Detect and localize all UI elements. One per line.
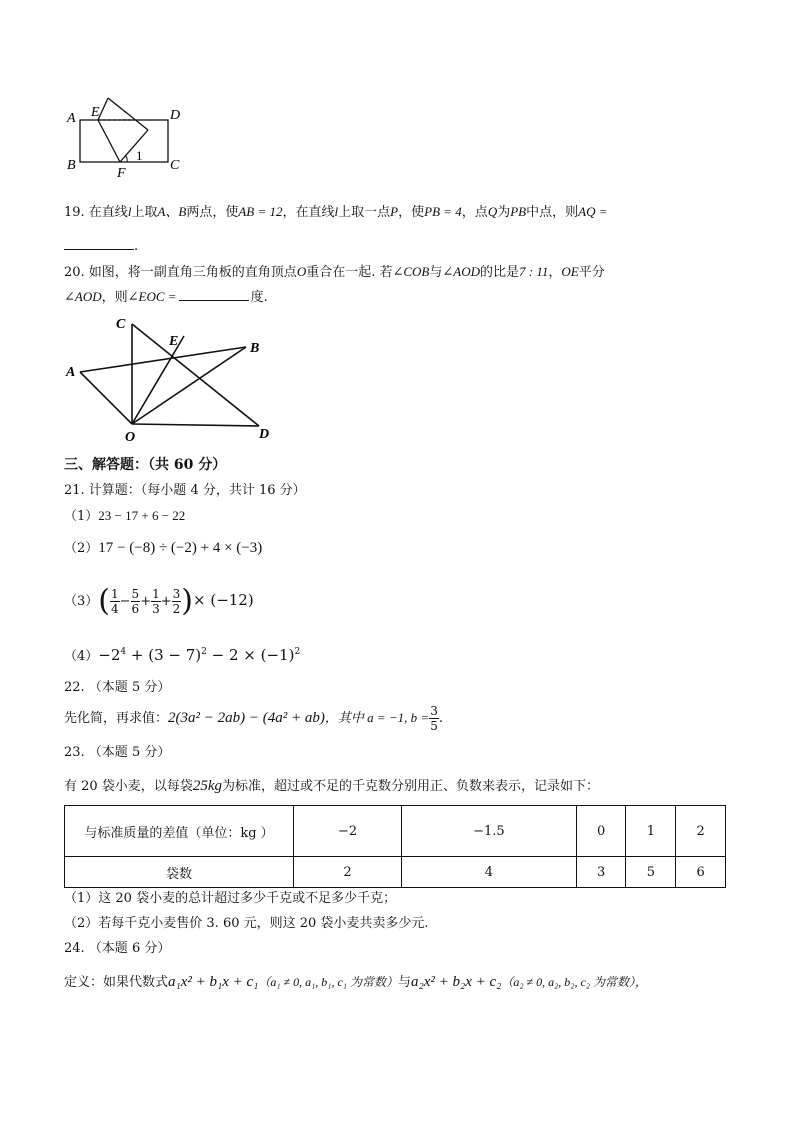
table-cell: 1 — [626, 806, 676, 857]
denominator: 5 — [430, 719, 438, 733]
q24-text: 定义：如果代数式 — [64, 975, 169, 990]
q19-line — [64, 202, 607, 223]
q19-segment-pb: PB — [510, 204, 527, 219]
q23-standard-weight: 25kg — [192, 778, 222, 794]
table-header-cell: 与标准质量的差值（单位：kg ） — [65, 806, 294, 857]
q22-title: 22. （本题 5 分） — [64, 680, 171, 695]
table-header-cell: 袋数 — [65, 857, 294, 888]
q21-expression-2: 17 − (−8) ÷ (−2) + 4 × (−3) — [98, 540, 263, 556]
q21-term: + (3 − 7) — [126, 646, 202, 664]
q21-title: 21. 计算题：（每小题 4 分，共计 16 分） — [64, 483, 306, 498]
q23-title: 23. （本题 5 分） — [64, 745, 171, 760]
q23-subquestion-1: （1）这 20 袋小麦的总计超过多少千克或不足多少千克； — [64, 891, 397, 906]
q19-text: ，使 — [398, 205, 425, 220]
fraction-1-4 — [110, 587, 120, 616]
denominator: 4 — [111, 602, 119, 616]
q20-text: 的比是 — [480, 265, 520, 280]
q19-text: 两点，使 — [186, 205, 239, 220]
q21-paren-close: ) — [181, 583, 193, 619]
q19-text: 19. 在直线 — [64, 205, 128, 220]
q20-line-2 — [64, 286, 268, 308]
q21-term: − 2 × (−1) — [206, 646, 295, 664]
q20-ratio: 7 : 11 — [519, 264, 549, 279]
q20-angle-aod: ∠AOD — [64, 289, 102, 304]
q19-condition-pb: PB = 4 — [424, 204, 462, 219]
q19-text: ，点 — [461, 205, 488, 220]
table-cell: 0 — [576, 806, 626, 857]
q21-part-1 — [64, 506, 185, 527]
q19-period: . — [134, 239, 139, 254]
fraction-3-5 — [429, 704, 439, 733]
denominator: 3 — [152, 602, 160, 616]
exponent: 4 — [120, 647, 127, 657]
q23-subquestion-2: （2）若每千克小麦售价 3. 60 元，则这 20 袋小麦共卖多少元. — [64, 916, 429, 931]
fig20-label-O: O — [125, 430, 136, 445]
table-cell: 3 — [576, 857, 626, 888]
denominator: 2 — [172, 602, 181, 616]
q20-angle-aod: ∠AOD — [442, 264, 481, 279]
figure-20-diagram — [62, 312, 282, 447]
table-row — [65, 806, 726, 857]
q21-part-4 — [64, 642, 300, 667]
q23-text: 有 20 袋小麦，以每袋 — [64, 779, 193, 794]
figure-18-diagram — [60, 95, 190, 180]
q19-point-q: Q — [487, 204, 498, 219]
q19-point-p: P — [390, 204, 399, 219]
q19-text: 中点，则 — [526, 205, 579, 220]
q20-text: 重合在一起. 若 — [306, 265, 393, 280]
q22-condition: ，其中 a = −1, b = — [324, 710, 430, 725]
q21-expression-3-tail: × (−12) — [193, 591, 254, 609]
q24-expression-2: a₂x² + b₂x + c₂ — [411, 974, 502, 990]
q20-text: 度. — [250, 290, 268, 305]
q22-body — [64, 704, 443, 733]
q20-text: 与 — [429, 265, 443, 280]
q19-points: A、B — [157, 204, 187, 219]
table-cell: 2 — [294, 857, 402, 888]
q21-part-label: （2） — [64, 541, 99, 556]
numerator: 3 — [172, 587, 181, 601]
table-row — [65, 857, 726, 888]
table-cell: −1.5 — [402, 806, 577, 857]
q20-text: ， — [548, 265, 562, 280]
q21-part-label: （1） — [64, 509, 99, 524]
q19-answer-blank[interactable] — [64, 235, 134, 250]
table-cell: −2 — [294, 806, 402, 857]
q19-text: 上取一点 — [338, 205, 391, 220]
fig18-label-B: B — [67, 158, 76, 173]
exponent: 2 — [201, 647, 207, 657]
q21-part-2 — [64, 538, 262, 559]
fraction-1-3 — [151, 587, 161, 616]
q19-condition-ab: AB = 12 — [238, 204, 283, 219]
q22-expression: 2(3a² − 2ab) − (4a² + ab) — [168, 710, 325, 726]
q23-text: 为标准，超过或不足的千克数分别用正、负数来表示，记录如下： — [221, 779, 599, 794]
fig20-label-D: D — [259, 427, 270, 442]
q20-answer-prompt: ∠EOC = — [127, 289, 177, 304]
q24-title: 24. （本题 6 分） — [64, 941, 171, 956]
numerator: 1 — [152, 587, 160, 601]
q24-condition-1: （a₁ ≠ 0, a₁, b₁, c₁ 为常数） — [258, 975, 398, 989]
operator: − — [119, 594, 131, 609]
operator: + — [160, 594, 172, 609]
section-3-heading: 三、解答题：（共 60 分） — [64, 457, 227, 473]
fig20-label-E: E — [169, 334, 179, 349]
fig18-label-A: A — [67, 111, 76, 126]
exponent: 2 — [294, 647, 301, 657]
fig18-label-E: E — [91, 105, 100, 120]
q20-text: 平分 — [578, 265, 605, 280]
q20-point-o: O — [296, 264, 307, 279]
q20-text: ，则 — [101, 290, 128, 305]
q19-answer-prompt: AQ = — [578, 204, 608, 219]
q20-angle-cob: ∠COB — [392, 264, 430, 279]
q22-text: 先化简，再求值： — [64, 711, 169, 726]
q22-period: . — [438, 711, 443, 726]
q21-expression-1: 23 − 17 + 6 − 22 — [98, 508, 186, 523]
table-cell: 5 — [626, 857, 676, 888]
q24-text: 与 — [397, 975, 411, 990]
q21-part-label: （3） — [64, 594, 99, 609]
table-cell: 2 — [676, 806, 726, 857]
q23-intro — [64, 776, 599, 797]
q21-part-3 — [64, 580, 254, 622]
q24-expression-1: a₁x² + b₁x + c₁ — [168, 974, 259, 990]
q20-text: 20. 如图，将一副直角三角板的直角顶点 — [64, 265, 297, 280]
q19-text: ，在直线 — [282, 205, 335, 220]
q19-text: 为 — [497, 205, 511, 220]
q21-paren-open: ( — [98, 583, 110, 619]
q19-line-l: l — [334, 204, 339, 219]
q20-answer-blank[interactable] — [179, 286, 249, 301]
numerator: 5 — [131, 587, 140, 601]
table-cell: 6 — [676, 857, 726, 888]
q23-data-table — [64, 805, 726, 888]
fig18-label-D: D — [170, 108, 181, 123]
fraction-3-2 — [172, 587, 182, 616]
fraction-5-6 — [131, 587, 141, 616]
fig18-angle-1: 1 — [136, 148, 143, 163]
denominator: 6 — [131, 602, 140, 616]
q19-line-l: l — [127, 204, 132, 219]
q21-term: −2 — [98, 646, 121, 664]
q24-condition-2: （a₂ ≠ 0, a₂, b₂, c₂ 为常数）， — [501, 975, 647, 989]
q19-text: 上取 — [131, 205, 158, 220]
fig18-label-F: F — [117, 166, 126, 180]
fig20-label-A: A — [66, 365, 76, 380]
q20-line-1 — [64, 262, 605, 283]
fig18-label-C: C — [170, 158, 180, 173]
fig20-label-B: B — [250, 341, 260, 356]
operator: + — [140, 594, 152, 609]
q19-answer-line — [64, 235, 138, 257]
q20-ray-oe: OE — [561, 264, 579, 279]
numerator: 1 — [111, 587, 119, 601]
numerator: 3 — [430, 704, 438, 718]
table-cell: 4 — [402, 857, 577, 888]
fig20-label-C: C — [116, 317, 126, 332]
q21-part-label: （4） — [64, 649, 99, 664]
q24-definition — [64, 972, 647, 993]
